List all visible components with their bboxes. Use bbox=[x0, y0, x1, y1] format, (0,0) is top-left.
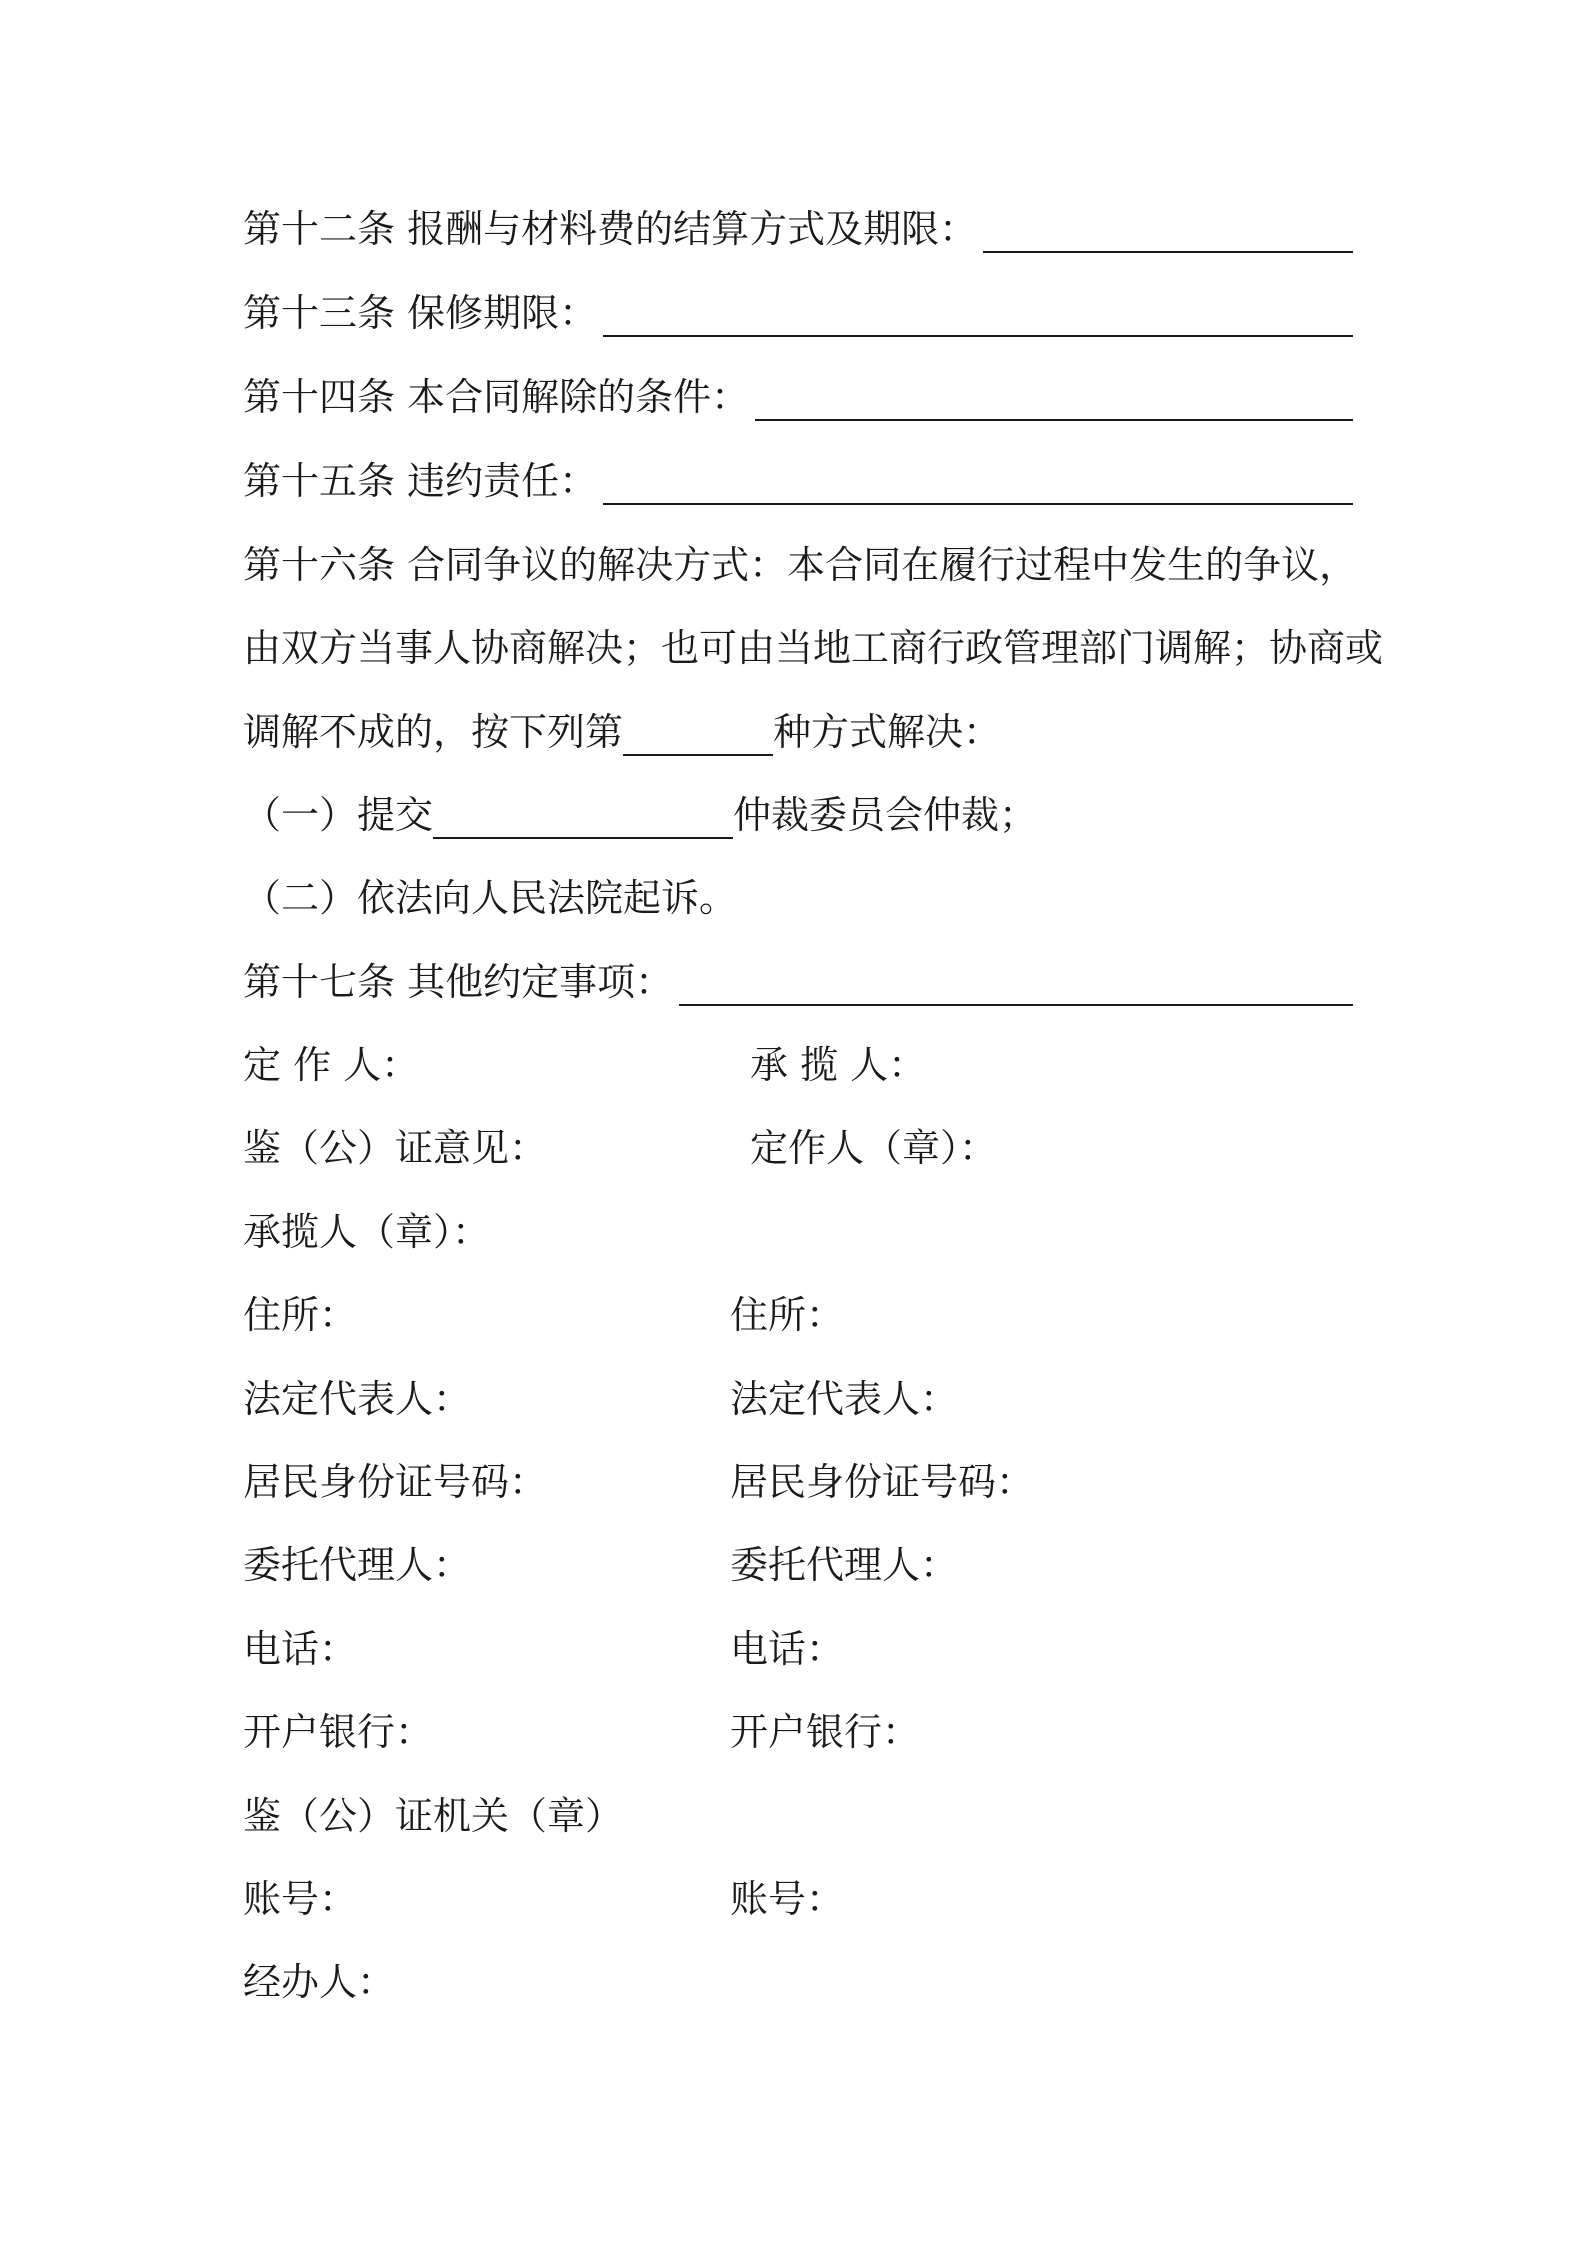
article-16-text-1: 第十六条 合同争议的解决方式：本合同在履行过程中发生的争议， bbox=[243, 543, 1358, 587]
article-12 bbox=[243, 205, 1353, 253]
method-number-blank bbox=[623, 720, 773, 756]
notary-opinion-label: 鉴（公）证意见： bbox=[243, 1126, 548, 1170]
article-17-blank bbox=[679, 970, 1353, 1006]
article-13 bbox=[243, 289, 1353, 337]
sig-row-agent bbox=[243, 1541, 1353, 1589]
legal-rep-left: 法定代表人： bbox=[243, 1377, 472, 1421]
sig-row-bank bbox=[243, 1708, 1353, 1756]
arbitration-committee-blank bbox=[433, 803, 733, 839]
bank-right: 开户银行： bbox=[730, 1710, 921, 1754]
option-2 bbox=[243, 874, 1353, 922]
option-1 bbox=[243, 791, 1353, 839]
article-16-line-1 bbox=[243, 541, 1358, 589]
article-16-text-3-pre: 调解不成的，按下列第 bbox=[243, 710, 624, 754]
option-2-text: （二）依法向人民法院起诉。 bbox=[243, 876, 738, 920]
id-no-left: 居民身份证号码： bbox=[243, 1460, 548, 1504]
article-14-text: 第十四条 本合同解除的条件： bbox=[243, 375, 750, 419]
legal-rep-right: 法定代表人： bbox=[730, 1377, 959, 1421]
article-13-text: 第十三条 保修期限： bbox=[243, 291, 598, 335]
account-left: 账号： bbox=[243, 1877, 358, 1921]
party-a-seal-label: 定作人（章）： bbox=[750, 1126, 998, 1170]
id-no-right: 居民身份证号码： bbox=[730, 1460, 1035, 1504]
sig-row-account bbox=[243, 1875, 1353, 1923]
article-14-blank bbox=[755, 385, 1353, 421]
article-15-blank bbox=[603, 469, 1353, 505]
notary-seal-label: 鉴（公）证机关（章） bbox=[243, 1794, 624, 1838]
article-13-blank bbox=[603, 301, 1353, 337]
sig-row-address bbox=[243, 1291, 1353, 1339]
address-left: 住所： bbox=[243, 1293, 358, 1337]
article-16-line-2 bbox=[243, 624, 1384, 672]
sig-row-seals bbox=[243, 1124, 1353, 1172]
phone-left: 电话： bbox=[243, 1627, 358, 1671]
agent-right: 委托代理人： bbox=[730, 1543, 959, 1587]
article-16-text-2: 由双方当事人协商解决；也可由当地工商行政管理部门调解；协商或 bbox=[243, 626, 1384, 670]
sig-row-handler bbox=[243, 1958, 1353, 2006]
article-16-text-3-post: 种方式解决： bbox=[773, 710, 1002, 754]
party-b-seal-label: 承揽人（章）： bbox=[243, 1210, 491, 1254]
account-right: 账号： bbox=[730, 1877, 845, 1921]
sig-row-b-seal bbox=[243, 1208, 1353, 1256]
sig-row-notary-seal bbox=[243, 1792, 1353, 1840]
article-16-line-3 bbox=[243, 708, 1353, 756]
article-17-text: 第十七条 其他约定事项： bbox=[243, 960, 674, 1004]
phone-right: 电话： bbox=[730, 1627, 845, 1671]
option-1-pre: （一）提交 bbox=[243, 793, 434, 837]
party-a-label: 定 作 人： bbox=[243, 1043, 420, 1087]
option-1-post: 仲裁委员会仲裁； bbox=[733, 793, 1038, 837]
address-right: 住所： bbox=[730, 1293, 845, 1337]
handler-label: 经办人： bbox=[243, 1960, 396, 2004]
article-15-text: 第十五条 违约责任： bbox=[243, 459, 598, 503]
article-12-text: 第十二条 报酬与材料费的结算方式及期限： bbox=[243, 207, 978, 251]
article-12-blank bbox=[983, 217, 1353, 253]
article-15 bbox=[243, 457, 1353, 505]
bank-left: 开户银行： bbox=[243, 1710, 434, 1754]
sig-row-id bbox=[243, 1458, 1353, 1506]
article-14 bbox=[243, 373, 1353, 421]
sig-row-parties bbox=[243, 1041, 1353, 1089]
agent-left: 委托代理人： bbox=[243, 1543, 472, 1587]
sig-row-phone bbox=[243, 1625, 1353, 1673]
sig-row-legal-rep bbox=[243, 1375, 1353, 1423]
party-b-label: 承 揽 人： bbox=[750, 1043, 927, 1087]
article-17 bbox=[243, 958, 1353, 1006]
